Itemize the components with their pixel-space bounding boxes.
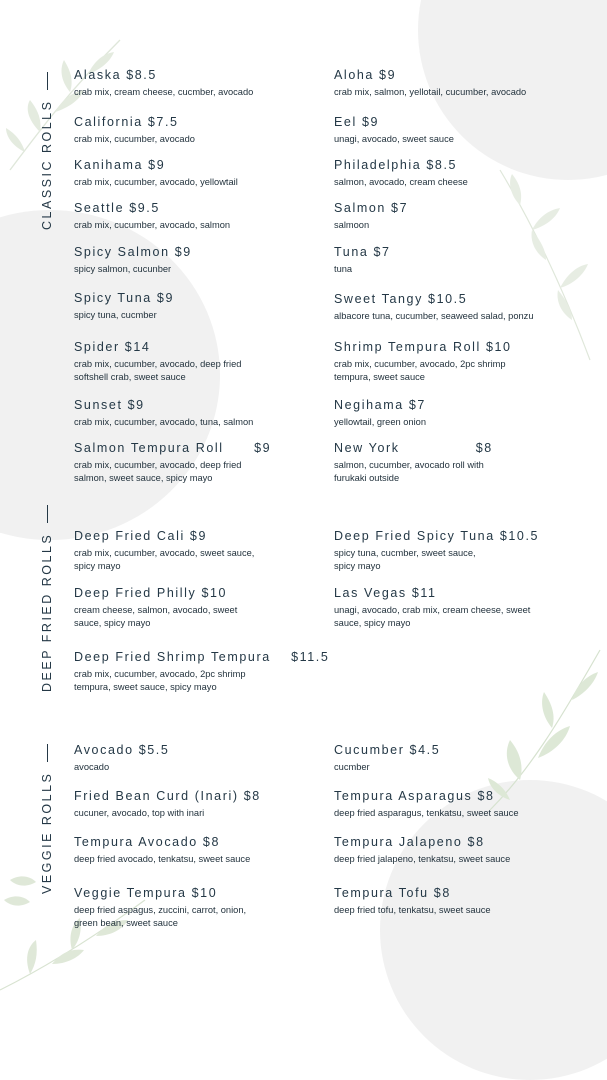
item-description: crab mix, cucumber, avocado, deep fried softshell crab, sweet sauce xyxy=(74,359,242,382)
item-name: Tempura Avocado $8 xyxy=(74,835,221,849)
item-description: deep fried aspagus, zuccini, carrot, onion, green bean, sweet sauce xyxy=(74,905,247,928)
section-label-deep-fried-rolls xyxy=(40,505,54,692)
menu-item-shrimp-tempura-roll xyxy=(334,339,534,384)
item-name: Deep Fried Shrimp Tempura $11.5 xyxy=(74,650,330,664)
item-description: deep fried asparagus, tenkatsu, sweet sauce xyxy=(334,808,519,818)
item-name: Sweet Tangy $10.5 xyxy=(334,292,468,306)
deep-fried-rolls-heading: DEEP FRIED ROLLS xyxy=(40,532,54,692)
section-label-classic-rolls xyxy=(40,72,54,230)
item-description: salmon, avocado, cream cheese xyxy=(334,177,468,187)
item-description: crab mix, cucumber, avocado, 2pc shrimp tempura, sweet sauce xyxy=(334,359,506,382)
menu-item-spider xyxy=(74,339,274,384)
item-name: Tempura Asparagus $8 xyxy=(334,789,495,803)
veggie-rolls-heading: VEGGIE ROLLS xyxy=(40,771,54,894)
item-name: Salmon $7 xyxy=(334,201,409,215)
section-divider xyxy=(47,744,48,762)
menu-item-spicy-salmon xyxy=(74,244,309,276)
item-description: cucuner, avocado, top with inari xyxy=(74,808,205,818)
item-name: Sunset $9 xyxy=(74,398,145,412)
item-name: Kanihama $9 xyxy=(74,158,166,172)
menu-item-sweet-tangy xyxy=(334,291,574,323)
item-description: avocado xyxy=(74,762,110,772)
item-name: Las Vegas $11 xyxy=(334,586,437,600)
menu-item-tempura-asparagus xyxy=(334,788,569,820)
menu-item-new-york xyxy=(334,440,534,485)
menu-item-tempura-jalapeno xyxy=(334,834,569,866)
item-description: unagi, avocado, sweet sauce xyxy=(334,134,454,144)
item-description: crab mix, cucumber, avocado, yellowtail xyxy=(74,177,238,187)
leaf-sprig-top-left-icon xyxy=(0,20,130,180)
bg-circle-bottom-right xyxy=(380,780,607,1080)
item-name: Spicy Tuna $9 xyxy=(74,291,175,305)
menu-item-california xyxy=(74,114,309,146)
item-name: Avocado $5.5 xyxy=(74,743,170,757)
item-description: tuna xyxy=(334,264,353,274)
menu-item-seattle xyxy=(74,200,309,232)
menu-item-tempura-tofu xyxy=(334,885,569,917)
menu-item-avocado xyxy=(74,742,309,774)
item-description: spicy tuna, cucmber, sweet sauce, spicy mayo xyxy=(334,548,476,571)
item-description: deep fried avocado, tenkatsu, sweet sauce xyxy=(74,854,251,864)
item-name: Eel $9 xyxy=(334,115,380,129)
menu-item-eel xyxy=(334,114,569,146)
menu-item-cucumber xyxy=(334,742,569,774)
menu-item-deep-fried-philly xyxy=(74,585,264,630)
item-name: Tuna $7 xyxy=(334,245,391,259)
item-description: crab mix, cucumber, avocado, sweet sauce, spicy mayo xyxy=(74,548,255,571)
menu-item-salmon-tempura-roll xyxy=(74,440,284,485)
item-name: New York $8 xyxy=(334,441,493,455)
item-description: unagi, avocado, crab mix, cream cheese, sweet sauce, spicy mayo xyxy=(334,605,531,628)
item-description: deep fried tofu, tenkatsu, sweet sauce xyxy=(334,905,491,915)
item-description: salmon, cucumber, avocado roll with furukaki outside xyxy=(334,460,484,483)
menu-item-las-vegas xyxy=(334,585,559,630)
menu-item-fried-bean-curd xyxy=(74,788,309,820)
item-description: crab mix, cucumber, avocado, salmon xyxy=(74,220,231,230)
item-name: Shrimp Tempura Roll $10 xyxy=(334,340,512,354)
item-name: Spicy Salmon $9 xyxy=(74,245,192,259)
menu-item-negihama xyxy=(334,397,569,429)
menu-item-kanihama xyxy=(74,157,309,189)
item-name: Deep Fried Cali $9 xyxy=(74,529,208,543)
item-description: crab mix, cucumber, avocado, deep fried salmon, sweet sauce, spicy mayo xyxy=(74,460,242,483)
item-name: Cucumber $4.5 xyxy=(334,743,441,757)
item-description: crab mix, cream cheese, cucmber, avocado xyxy=(74,87,254,97)
menu-item-tuna xyxy=(334,244,569,276)
item-name: Fried Bean Curd (Inari) $8 xyxy=(74,789,261,803)
item-description: spicy salmon, cucunber xyxy=(74,264,172,274)
section-divider xyxy=(47,72,48,90)
item-description: crab mix, cucumber, avocado, tuna, salmon xyxy=(74,417,254,427)
menu-item-deep-fried-cali xyxy=(74,528,259,573)
item-description: yellowtail, green onion xyxy=(334,417,426,427)
item-name: Veggie Tempura $10 xyxy=(74,886,218,900)
item-name: Salmon Tempura Roll $9 xyxy=(74,441,272,455)
item-description: deep fried jalapeno, tenkatsu, sweet sauce xyxy=(334,854,511,864)
item-name: Negihama $7 xyxy=(334,398,426,412)
menu-item-deep-fried-spicy-tuna xyxy=(334,528,564,573)
item-name: Seattle $9.5 xyxy=(74,201,160,215)
item-name: Aloha $9 xyxy=(334,68,397,82)
item-description: cucmber xyxy=(334,762,370,772)
leaf-sprig-bottom-left-icon xyxy=(0,860,150,1000)
item-description: crab mix, cucumber, avocado xyxy=(74,134,195,144)
item-name: Deep Fried Spicy Tuna $10.5 xyxy=(334,529,540,543)
item-description: crab mix, salmon, yellotail, cucumber, avocado xyxy=(334,87,527,97)
menu-item-philadelphia xyxy=(334,157,569,189)
classic-rolls-heading: CLASSIC ROLLS xyxy=(40,99,54,230)
item-name: Spider $14 xyxy=(74,340,151,354)
item-name: Deep Fried Philly $10 xyxy=(74,586,228,600)
section-divider xyxy=(47,505,48,523)
menu-item-sunset xyxy=(74,397,309,429)
menu-item-deep-fried-shrimp-tempura xyxy=(74,649,364,694)
item-name: Philadelphia $8.5 xyxy=(334,158,458,172)
menu-item-spicy-tuna xyxy=(74,290,309,322)
item-name: California $7.5 xyxy=(74,115,179,129)
section-label-veggie-rolls xyxy=(40,744,54,894)
menu-item-veggie-tempura xyxy=(74,885,254,930)
item-description: crab mix, cucumber, avocado, 2pc shrimp tempura, sweet sauce, spicy mayo xyxy=(74,669,246,692)
item-description: albacore tuna, cucumber, seaweed salad, ponzu xyxy=(334,311,534,321)
item-description: spicy tuna, cucmber xyxy=(74,310,157,320)
item-name: Tempura Tofu $8 xyxy=(334,886,451,900)
item-name: Alaska $8.5 xyxy=(74,68,157,82)
item-description: salmoon xyxy=(334,220,370,230)
menu-item-tempura-avocado xyxy=(74,834,309,866)
menu-item-salmon xyxy=(334,200,569,232)
item-description: cream cheese, salmon, avocado, sweet sauce, spicy mayo xyxy=(74,605,238,628)
item-name: Tempura Jalapeno $8 xyxy=(334,835,485,849)
menu-item-aloha xyxy=(334,67,569,99)
menu-item-alaska xyxy=(74,67,309,99)
